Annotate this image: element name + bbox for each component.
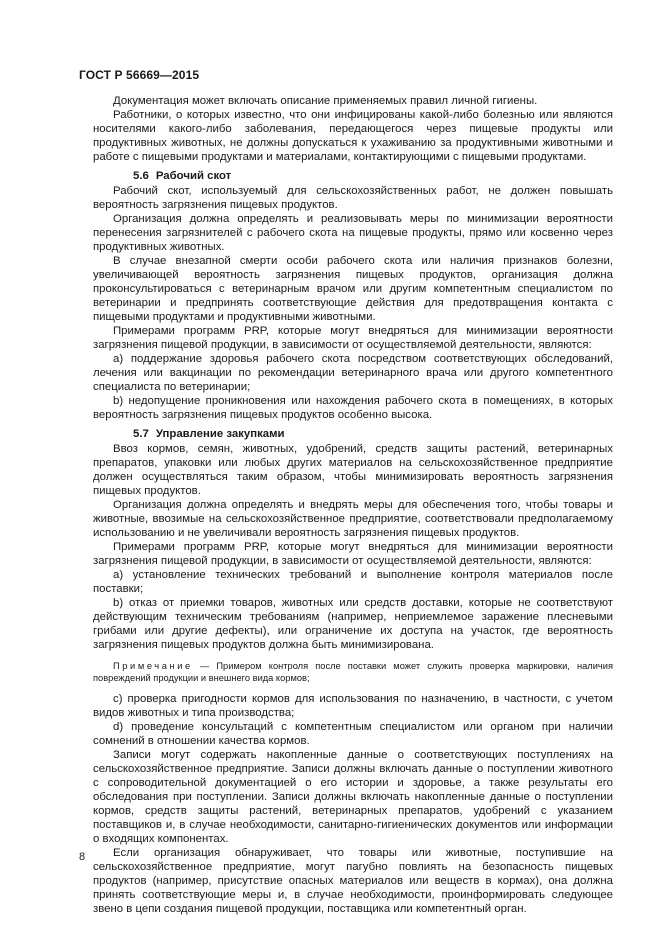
note-label: Примечание — [113, 661, 193, 671]
paragraph: Примерами программ PRP, которые могут внедряться для минимизации вероятности загрязнения пищевой продукции, в зависимости от осуществляемой деятельности, являются: — [93, 325, 613, 351]
paragraph: Ввоз кормов, семян, животных, удобрений, средств защиты растений, ветеринарных препаратов, упаковки или любых других материалов на сельскохозяйственное предприятие должен осуществляться таким образом, чтобы минимизировать вероятность загрязнения пищевых продуктов. — [93, 443, 613, 497]
list-item: d) проведение консультаций с компетентным специалистом или органом при наличии сомнений в отношении качества кормов. — [93, 721, 613, 747]
paragraph: Работники, о которых известно, что они инфицированы какой-либо болезнью или являются носителями какого-либо заболевания, передающегося через пищевые продукты или продуктивных животных, не должны допускаться к ухаживанию за продуктивными животными и работе с пищевыми продуктами и материалами, контактирующими с пищевыми продуктами. — [93, 109, 613, 163]
list-item: a) поддержание здоровья рабочего скота посредством соответствующих обследований, лечения или вакцинации по рекомендации ветеринарного врача или другого компетентного специалиста по ветеринарии; — [93, 353, 613, 393]
standard-header: ГОСТ Р 56669—2015 — [79, 68, 200, 82]
paragraph: Документация может включать описание применяемых правил личной гигиены. — [113, 95, 538, 107]
paragraph: В случае внезапной смерти особи рабочего скота или наличия признаков болезни, увеличивающей вероятность загрязнения пищевых продуктов, организация должна проконсультироваться с ветеринарным врачом или другим компетентным специалистом по ветеринарии и предпринять соответствующие действия для предотвращения контакта с пищевыми продуктами и продуктивными животными. — [93, 255, 613, 323]
section-number: 5.7 — [133, 428, 149, 440]
list-item: a) установление технических требований и выполнение контроля материалов после поставки; — [93, 569, 613, 595]
section-title: Рабочий скот — [155, 170, 232, 182]
paragraph: Примерами программ PRP, которые могут внедряться для минимизации вероятности загрязнения пищевой продукции, в зависимости от осуществляемой деятельности, являются: — [93, 541, 613, 567]
list-item: b) отказ от приемки товаров, животных или средств доставки, которые не соответствуют действующим техническим требованиям (например, неприемлемое заражение плесневыми грибами или другие дефекты), или ограничение их доступа на участок, где вероятность загрязнения пищевых продуктов должна быть минимизирована. — [93, 597, 613, 651]
paragraph: Рабочий скот, используемый для сельскохозяйственных работ, не должен повышать вероятность загрязнения пищевых продуктов. — [93, 185, 613, 211]
paragraph: Записи могут содержать накопленные данные о соответствующих поступлениях на сельскохозяйственное предприятие. Записи должны включать данные о поступлении животного с сопроводительной документацией о его истории и здоровье, а также результаты его обследования при поступлении. Записи должны включать накопленные данные о поступлении кормов, средств защиты растений, ветеринарных препаратов, удобрений с указанием поставщиков и, в случае необходимости, санитарно-гигиенических документов или информации о входящих компонентах. — [93, 749, 613, 845]
section-title: Управление закупками — [155, 428, 285, 440]
page-body — [93, 94, 613, 916]
section-heading-5-7 — [93, 427, 613, 441]
paragraph: Организация должна определять и реализовывать меры по минимизации вероятности перенесения загрязнителей с рабочего скота на пищевые продукты, прямо или косвенно через продуктивных животных. — [93, 213, 613, 253]
note — [93, 660, 613, 684]
section-number: 5.6 — [133, 170, 149, 182]
list-item: c) проверка пригодности кормов для использования по назначению, в частности, с учетом видов животных и типа производства; — [93, 693, 613, 719]
page-number: 8 — [79, 851, 86, 863]
note-text: — Примером контроля после поставки может служить проверка маркировки, наличия повреждений продукции и внешнего вида кормов; — [93, 661, 613, 683]
paragraph: Если организация обнаруживает, что товары или животные, поступившие на сельскохозяйственное предприятие, могут пагубно повлиять на безопасность пищевых продуктов (например, присутствие опасных материалов или веществ в кормах), она должна принять соответствующие меры и, в случае необходимости, проинформировать следующее звено в цепи создания пищевой продукции, поставщика или компетентный орган. — [93, 847, 613, 915]
section-heading-5-6 — [93, 169, 613, 183]
list-item: b) недопущение проникновения или нахождения рабочего скота в помещениях, в которых вероятность загрязнения пищевых продуктов особенно высока. — [93, 395, 613, 421]
paragraph: Организация должна определять и внедрять меры для обеспечения того, чтобы товары и животные, ввозимые на сельскохозяйственное предприятие, соответствовали предполагаемому использованию и не увеличивали вероятность загрязнения пищевых продуктов. — [93, 499, 613, 539]
